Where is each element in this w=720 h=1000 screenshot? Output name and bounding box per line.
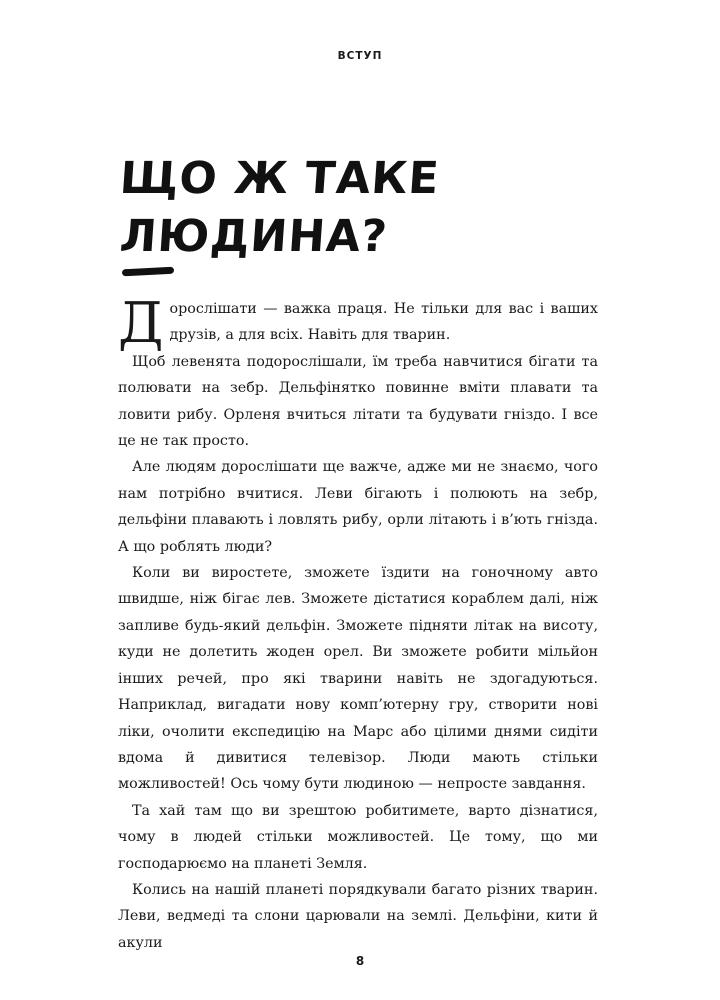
drop-cap: Д [118,291,164,356]
body-text [118,291,598,956]
paragraph-1-text: орослішати — важка праця. Не тільки для вас і ваших друзів, а для всіх. Навіть для тварин. [169,301,598,344]
paragraph-6: Колись на нашій планеті порядкували багато різних тварин. Леви, ведмеді та слони царювали на землі. Дельфіни, кити й акули [118,881,598,951]
paragraph-1 [118,291,598,356]
title-underline-stroke [122,267,174,277]
paragraph-3: Але людям дорослішати ще важче, адже ми не знаємо, чого нам потрібно вчитися. Леви бігають і полюють на зебр, дельфіни плавають і ловлять рибу, орли літають і в’ють гнізда. А що роблять люди? [118,459,598,555]
running-header: ВСТУП [337,50,383,62]
paragraph-5: Та хай там що ви зрештою робитимете, варто дізнатися, чому в людей стільки можливостей. Це тому, що ми господарюємо на планеті Земля. [118,802,598,872]
chapter-title-line-1: ЩО Ж ТАКЕ [118,153,442,204]
chapter-title [118,150,598,266]
paragraph-2: Щоб левенята подорослішали, їм треба навчитися бігати та полювати на зебр. Дельфінятко повинне вміти плавати та ловити рибу. Орленя вчиться літати та будувати гніздо. І все це не так просто. [118,353,598,450]
paragraph-4: Коли ви виростете, зможете їздити на гоночному авто швидше, ніж бігає лев. Зможете дістатися кораблем далі, ніж запливе будь-який дельфін. Зможете підняти літак на висоту, куди не долетить жоден орел. Ви зможете робити мільйон інших речей, про які тварини навіть не здогадуються. Наприклад, вигадати нову комп’ютерну гру, створити нові ліки, очолити експедицію на Марс або цілими днями сидіти вдома й дивитися телевізор. Люди мають стільки можливостей! Ось чому бути людиною — непросте завдання. [118,565,598,793]
chapter-title-line-2: ЛЮДИНА? [118,211,390,262]
page-number: 8 [355,954,365,968]
